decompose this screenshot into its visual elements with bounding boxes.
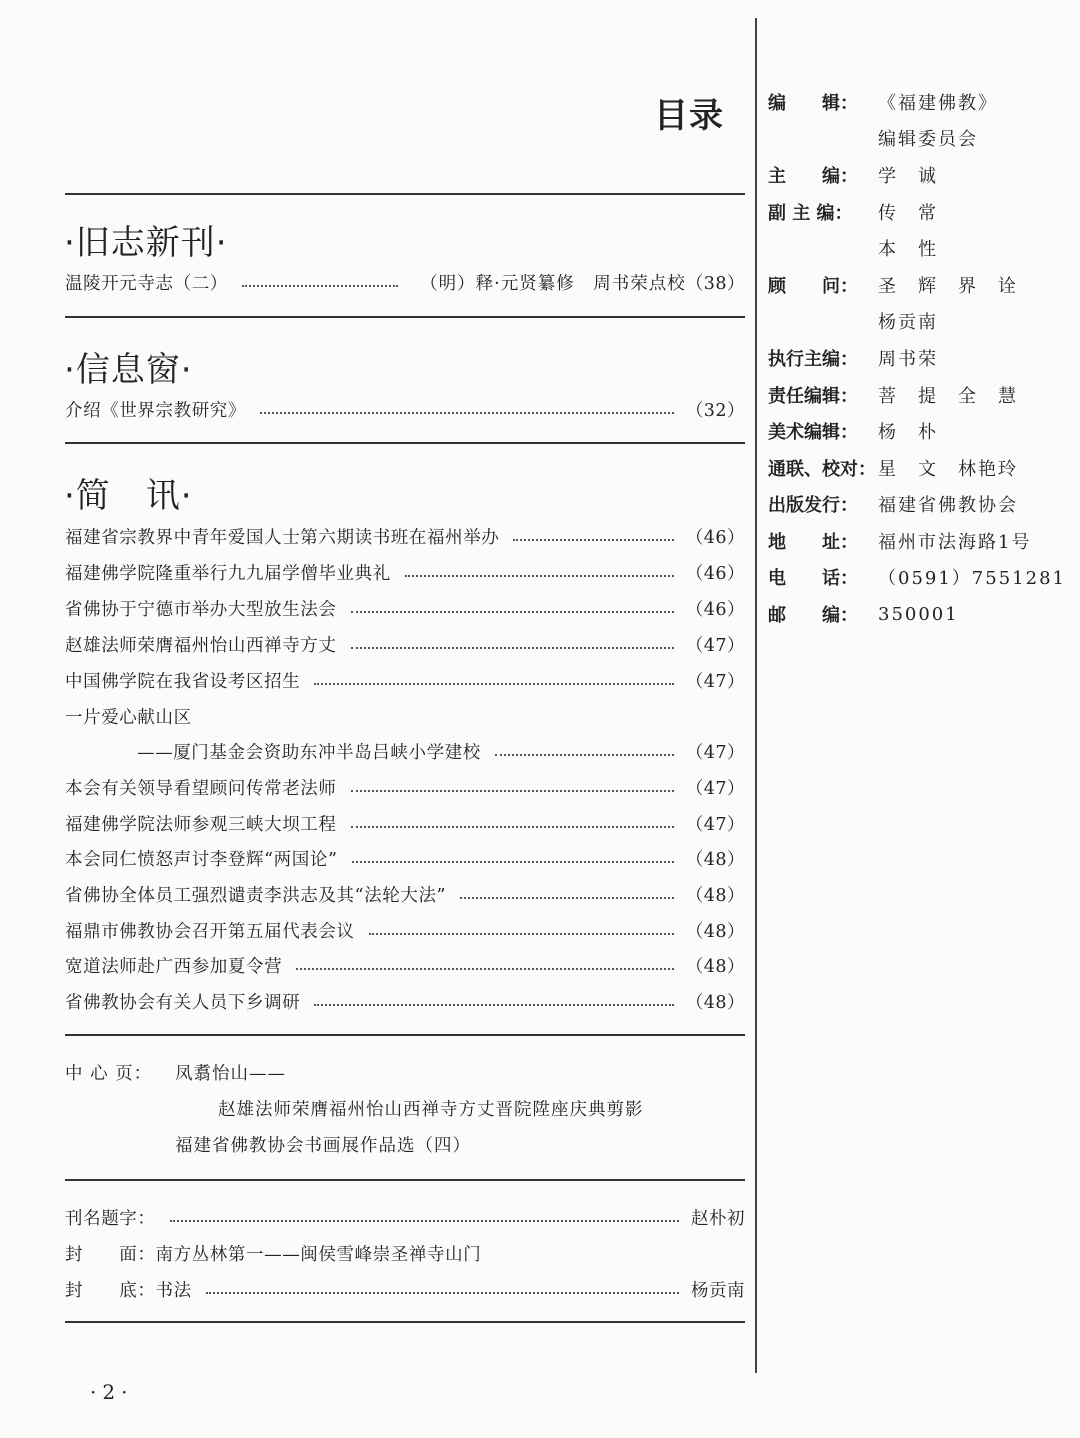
toc-entry[interactable] bbox=[65, 915, 745, 945]
toc-entry[interactable] bbox=[65, 772, 745, 802]
divider bbox=[65, 1179, 745, 1181]
leader-dots bbox=[513, 539, 673, 541]
entry-page: （48） bbox=[685, 921, 745, 942]
credit-row bbox=[768, 306, 938, 336]
credit-value: 菩 提 全 慧 bbox=[878, 386, 1018, 407]
leader-dots bbox=[260, 412, 674, 414]
entry-title: 省佛协全体员工强烈谴责李洪志及其“法轮大法” bbox=[65, 885, 447, 906]
divider bbox=[65, 193, 745, 195]
leader-dots bbox=[351, 647, 674, 649]
leader-dots bbox=[495, 754, 674, 756]
credit-value: 编辑委员会 bbox=[878, 129, 978, 150]
entry-page: （47） bbox=[685, 778, 745, 799]
entry-title: 福建佛学院法师参观三峡大坝工程 bbox=[65, 814, 337, 835]
divider bbox=[65, 442, 745, 444]
toc-entry[interactable] bbox=[65, 808, 745, 838]
calligraphy-value: 赵朴初 bbox=[691, 1208, 745, 1229]
calligraphy-credit bbox=[65, 1202, 745, 1232]
credit-value: （0591）7551281 bbox=[878, 568, 1066, 589]
leader-dots bbox=[314, 1004, 673, 1006]
entry-title: ——厦门基金会资助东冲半岛吕峡小学建校 bbox=[137, 742, 481, 763]
credit-label: 编 辑： bbox=[768, 93, 858, 114]
credit-row bbox=[768, 453, 1018, 483]
credit-row bbox=[768, 123, 978, 153]
back-cover-prefix: 书法 bbox=[155, 1280, 192, 1301]
center-page-line: 福建省佛教协会书画展作品选（四） bbox=[175, 1136, 471, 1156]
entry-title: 一片爱心献山区 bbox=[65, 707, 192, 728]
entry-title: 省佛教协会有关人员下乡调研 bbox=[65, 992, 301, 1013]
page-number: ·2· bbox=[90, 1380, 134, 1404]
credit-label: 执行主编： bbox=[768, 349, 858, 370]
credit-row bbox=[768, 233, 938, 263]
center-page-line: 赵雄法师荣膺福州怡山西禅寺方丈晋院陞座庆典剪影 bbox=[218, 1100, 644, 1120]
credit-row bbox=[768, 416, 938, 446]
credit-value: 350001 bbox=[878, 603, 959, 625]
center-page-line: 凤翥怡山—— bbox=[175, 1064, 286, 1084]
entry-page: （47） bbox=[685, 814, 745, 835]
entry-title: 省佛协于宁德市举办大型放生法会 bbox=[65, 599, 337, 620]
toc-entry[interactable] bbox=[65, 267, 745, 297]
entry-page: （38） bbox=[685, 273, 745, 294]
toc-entry[interactable] bbox=[65, 557, 745, 587]
entry-title: 中国佛学院在我省设考区招生 bbox=[65, 671, 301, 692]
credit-label: 顾 问： bbox=[768, 276, 858, 297]
divider bbox=[65, 316, 745, 318]
back-cover-label: 封 底： bbox=[65, 1280, 156, 1301]
toc-entry[interactable] bbox=[65, 521, 745, 551]
entry-page: （47） bbox=[685, 635, 745, 656]
entry-title: 福建省宗教界中青年爱国人士第六期读书班在福州举办 bbox=[65, 527, 500, 548]
entry-title: 本会有关领导看望顾问传常老法师 bbox=[65, 778, 337, 799]
toc-entry[interactable] bbox=[65, 629, 745, 659]
entry-title: 宽道法师赴广西参加夏令营 bbox=[65, 956, 283, 977]
toc-entry[interactable] bbox=[65, 879, 745, 909]
center-page-label: 中 心 页： bbox=[65, 1064, 153, 1084]
toc-entry[interactable] bbox=[65, 665, 745, 695]
credit-value: 学 诚 bbox=[878, 166, 938, 187]
credit-value: 传 常 bbox=[878, 203, 938, 224]
credit-row bbox=[768, 87, 998, 117]
entry-author: （明）释·元贤纂修 周书荣点校 bbox=[420, 273, 686, 294]
calligraphy-label: 刊名题字： bbox=[65, 1208, 156, 1229]
column-divider bbox=[755, 18, 757, 1373]
credit-value: 周书荣 bbox=[878, 349, 938, 370]
credit-label: 责任编辑： bbox=[768, 386, 858, 407]
section-title-news: ·简 讯· bbox=[64, 476, 193, 516]
leader-dots bbox=[242, 285, 398, 287]
entry-title: 本会同仁愤怒声讨李登辉“两国论” bbox=[65, 849, 338, 870]
cover-value: 南方丛林第一——闽侯雪峰崇圣禅寺山门 bbox=[155, 1244, 482, 1265]
leader-dots bbox=[369, 933, 674, 935]
credit-label: 地 址： bbox=[768, 532, 858, 553]
credit-value: 本 性 bbox=[878, 239, 938, 260]
toc-entry[interactable] bbox=[65, 986, 745, 1016]
leader-dots bbox=[296, 968, 674, 970]
toc-entry[interactable] bbox=[65, 593, 745, 623]
credit-row bbox=[768, 270, 1018, 300]
toc-entry[interactable] bbox=[65, 843, 745, 873]
leader-dots bbox=[460, 897, 674, 899]
entry-title: 福建佛学院隆重举行九九届学僧毕业典礼 bbox=[65, 563, 391, 584]
credit-label: 电 话： bbox=[768, 568, 858, 589]
entry-title: 温陵开元寺志（二） bbox=[65, 273, 228, 294]
toc-entry-subtitle[interactable] bbox=[65, 736, 745, 766]
credit-label: 邮 编： bbox=[768, 605, 858, 626]
entry-title: 赵雄法师荣膺福州怡山西禅寺方丈 bbox=[65, 635, 337, 656]
credit-row bbox=[768, 599, 959, 629]
credit-row bbox=[768, 197, 938, 227]
credit-label: 美术编辑： bbox=[768, 422, 858, 443]
leader-dots bbox=[206, 1292, 679, 1294]
entry-page: （47） bbox=[685, 671, 745, 692]
credit-label: 通联、校对： bbox=[768, 459, 876, 480]
credit-value: 星 文 林艳玲 bbox=[878, 459, 1018, 480]
credit-value: 福州市法海路1号 bbox=[878, 532, 1032, 553]
entry-title: 介绍《世界宗教研究》 bbox=[65, 400, 246, 421]
entry-page: （46） bbox=[685, 527, 745, 548]
entry-title: 福鼎市佛教协会召开第五届代表会议 bbox=[65, 921, 355, 942]
credit-value: 杨贡南 bbox=[878, 312, 938, 333]
credit-row bbox=[768, 343, 938, 373]
back-cover-credit bbox=[65, 1274, 745, 1304]
leader-dots bbox=[170, 1220, 680, 1222]
divider bbox=[65, 1321, 745, 1323]
credit-value: 福建省佛教协会 bbox=[878, 495, 1018, 516]
credit-row bbox=[768, 380, 1018, 410]
toc-entry-heading[interactable] bbox=[65, 701, 745, 731]
credit-value: 圣 辉 界 诠 bbox=[878, 276, 1018, 297]
credit-value: 《福建佛教》 bbox=[878, 93, 998, 114]
leader-dots bbox=[351, 826, 674, 828]
leader-dots bbox=[405, 575, 674, 577]
leader-dots bbox=[351, 611, 674, 613]
entry-page: （32） bbox=[685, 400, 745, 421]
credit-row bbox=[768, 562, 1066, 592]
credit-row bbox=[768, 160, 938, 190]
entry-page: （47） bbox=[685, 742, 745, 763]
credit-label: 主 编： bbox=[768, 166, 858, 187]
divider bbox=[65, 1034, 745, 1036]
credit-row bbox=[768, 489, 1018, 519]
cover-credit bbox=[65, 1238, 745, 1268]
entry-page: （46） bbox=[685, 563, 745, 584]
leader-dots bbox=[314, 683, 673, 685]
leader-dots bbox=[352, 861, 674, 863]
entry-page: （46） bbox=[685, 599, 745, 620]
toc-entry[interactable] bbox=[65, 394, 745, 424]
entry-page: （48） bbox=[685, 992, 745, 1013]
credit-value: 杨 朴 bbox=[878, 422, 938, 443]
credit-label: 出版发行： bbox=[768, 495, 858, 516]
toc-title: 目录 bbox=[654, 96, 724, 136]
leader-dots bbox=[351, 790, 674, 792]
cover-label: 封 面： bbox=[65, 1244, 156, 1265]
entry-page: （48） bbox=[685, 956, 745, 977]
credit-label: 副 主 编： bbox=[768, 203, 853, 224]
section-title-old-records: ·旧志新刊· bbox=[64, 223, 228, 263]
back-cover-value: 杨贡南 bbox=[691, 1280, 745, 1301]
toc-entry[interactable] bbox=[65, 950, 745, 980]
credit-row bbox=[768, 526, 1031, 556]
entry-page: （48） bbox=[685, 885, 745, 906]
section-title-info: ·信息窗· bbox=[64, 350, 193, 390]
entry-page: （48） bbox=[685, 849, 745, 870]
